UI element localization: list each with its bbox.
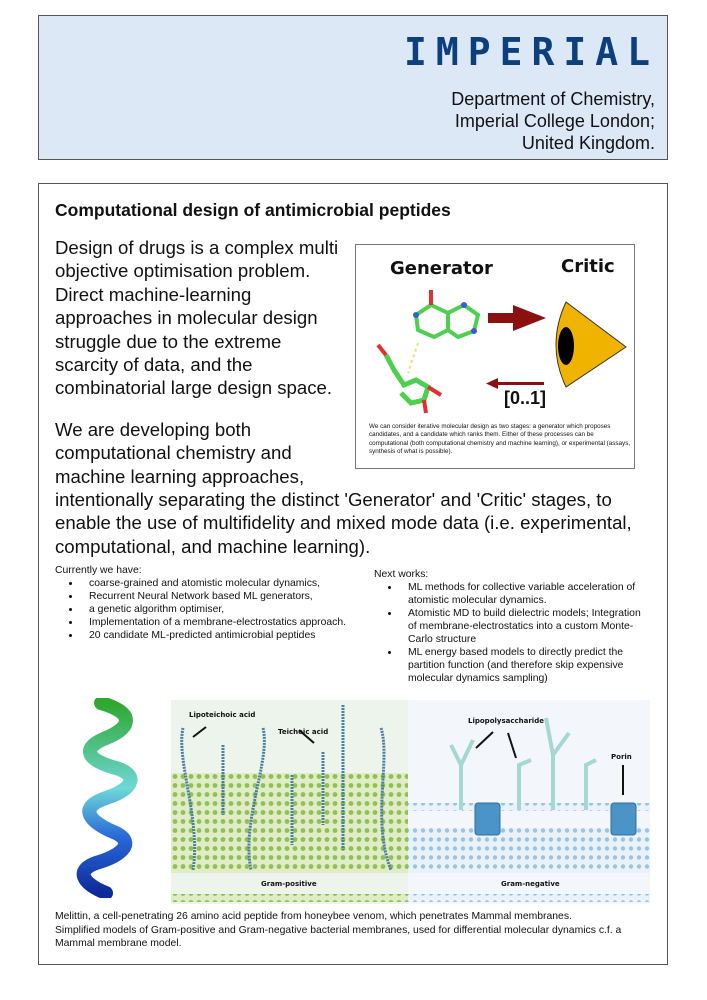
critic-eye-icon [556, 302, 626, 387]
next-heading: Next works: [374, 569, 429, 580]
molecule-icon [378, 290, 478, 413]
teichoic-label: Teichoic acid [278, 728, 329, 736]
membrane-models-image [171, 700, 650, 904]
figure-captions [55, 910, 655, 951]
porin-label: Porin [611, 753, 632, 761]
lipoteichoic-label: Lipoteichoic acid [189, 711, 256, 719]
intro-paragraph-2: We are developing both computational chemistry and machine learning approaches, intentionally separating the distinct 'Generator' and 'Critic' stages, to enable the use of multifidelity and mixed mode data (i.e. experimental, computational, and machine learning). [55, 418, 632, 557]
next-work-list [374, 568, 649, 685]
list-item: • coarse-grained and atomistic molecular dynamics, [81, 577, 373, 590]
score-range-label: [0..1] [504, 388, 547, 408]
current-heading: Currently we have: [55, 565, 142, 576]
lipopolysaccharide-label: Lipopolysaccharide [468, 717, 544, 725]
intro-text [55, 236, 649, 558]
generator-label: Generator [390, 258, 493, 279]
list-item: • Atomistic MD to build dielectric models; Integration of membrane-electrostatics into a custom Monte-Carlo structure [400, 607, 649, 646]
main-panel [38, 183, 668, 965]
list-item: • ML energy based models to directly predict the partition function (and therefore skip expensive molecular dynamics sampling) [400, 646, 649, 685]
list-item: • Implementation of a membrane-electrostatics approach. [81, 616, 373, 629]
current-work-list [55, 564, 373, 642]
dept-line: United Kingdom. [521, 133, 655, 153]
gram-negative-label: Gram-negative [501, 880, 560, 888]
membrane-diagram [171, 700, 650, 904]
membrane-caption: Simplified models of Gram-positive and Gram-negative bacterial membranes, used for differential molecular dynamics c.f. a Mammal membrane model. [55, 924, 622, 949]
list-item: • Recurrent Neural Network based ML generators, [81, 590, 373, 603]
gram-positive-label: Gram-positive [261, 880, 317, 888]
list-item: • ML methods for collective variable acceleration of atomistic molecular dynamics. [400, 581, 649, 607]
forward-arrow-icon [488, 305, 546, 331]
department-address [451, 88, 655, 154]
melittin-helix-image [61, 698, 161, 898]
dept-line: Imperial College London; [454, 111, 655, 131]
page-title: Computational design of antimicrobial peptides [55, 200, 451, 220]
list-item: • 20 candidate ML-predicted antimicrobial peptides [81, 629, 373, 642]
intro-paragraph-1: Design of drugs is a complex multi objective optimisation problem. Direct machine-learning approaches in molecular design struggle due to the extreme scarcity of data, and the combinatorial large design space. [55, 237, 339, 399]
figure-caption: We can consider iterative molecular design as two stages: a generator which proposes candidates, and a candidate which ranks them. Either of these processes can be computational (both computational chemistry and machine learning), or experimental (assays, synthesis of what is possible). [369, 423, 631, 455]
melittin-caption: Melittin, a cell-penetrating 26 amino acid peptide from honeybee venom, which penetrates Mammal membranes. [55, 911, 572, 922]
critic-label: Critic [561, 256, 615, 277]
imperial-logo: IMPERIAL [403, 30, 659, 74]
generator-critic-figure [355, 244, 635, 469]
dept-line: Department of Chemistry, [451, 89, 655, 109]
list-item: • a genetic algorithm optimiser, [81, 603, 373, 616]
header-banner [38, 15, 668, 160]
